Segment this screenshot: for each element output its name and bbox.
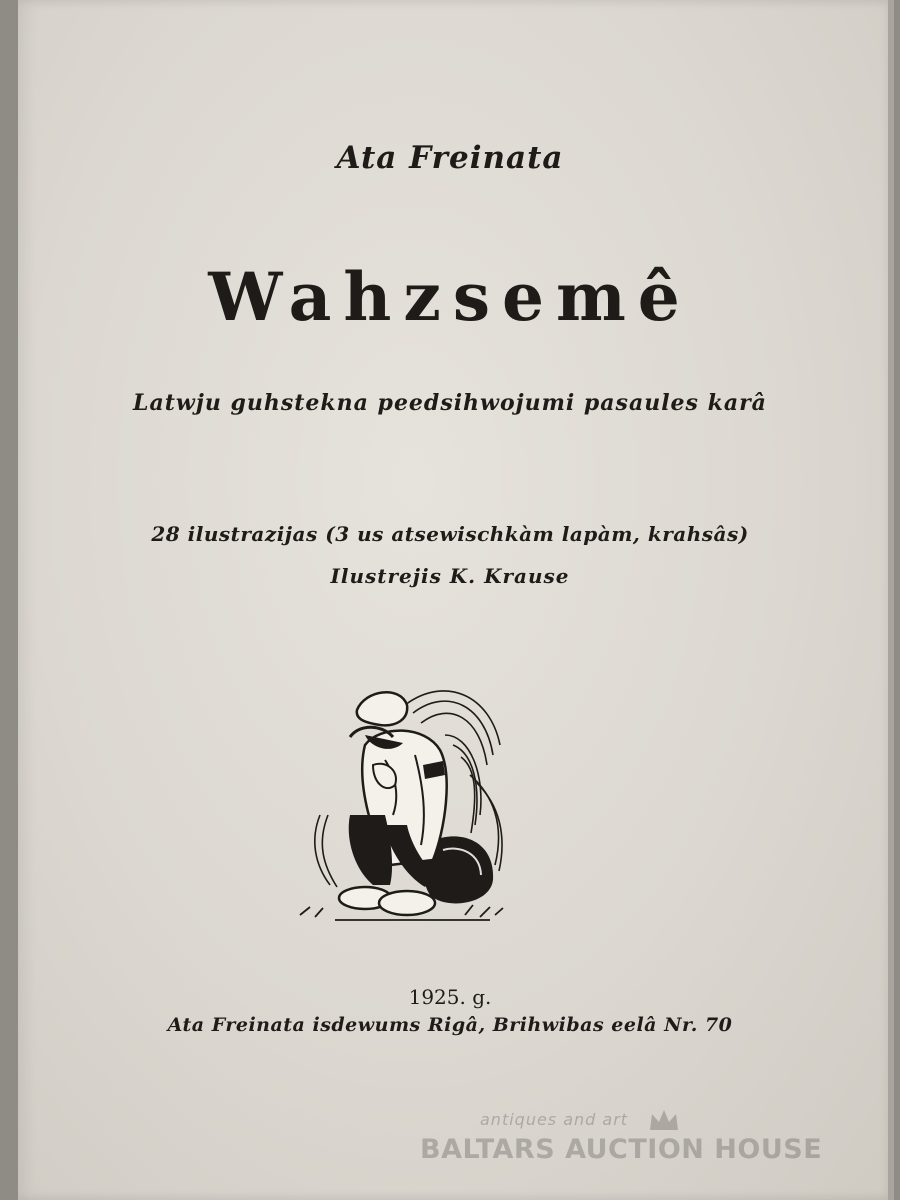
illustrations-note: 28 ilustrazijas (3 us atsewischkàm lapàm, krahsâs) xyxy=(151,522,749,546)
publication-year: 1925. g. xyxy=(408,985,492,1009)
crown-icon xyxy=(648,1108,680,1134)
book-title: Wahzsemê xyxy=(208,258,692,336)
book-subtitle: Latwju guhstekna peedsihwojumi pasaules karâ xyxy=(133,390,767,416)
watermark-tagline: antiques and art xyxy=(480,1110,629,1129)
watermark-name: BALTARS AUCTION HOUSE xyxy=(420,1134,823,1165)
illustrator-credit: Ilustrejis K. Krause xyxy=(330,564,570,588)
publisher-line: Ata Freinata isdewums Rigâ, Brihwibas eelâ Nr. 70 xyxy=(167,1014,733,1036)
auction-watermark xyxy=(420,1108,823,1170)
seated-soldier-illustration xyxy=(295,665,520,930)
author-name: Ata Freinata xyxy=(336,140,564,176)
